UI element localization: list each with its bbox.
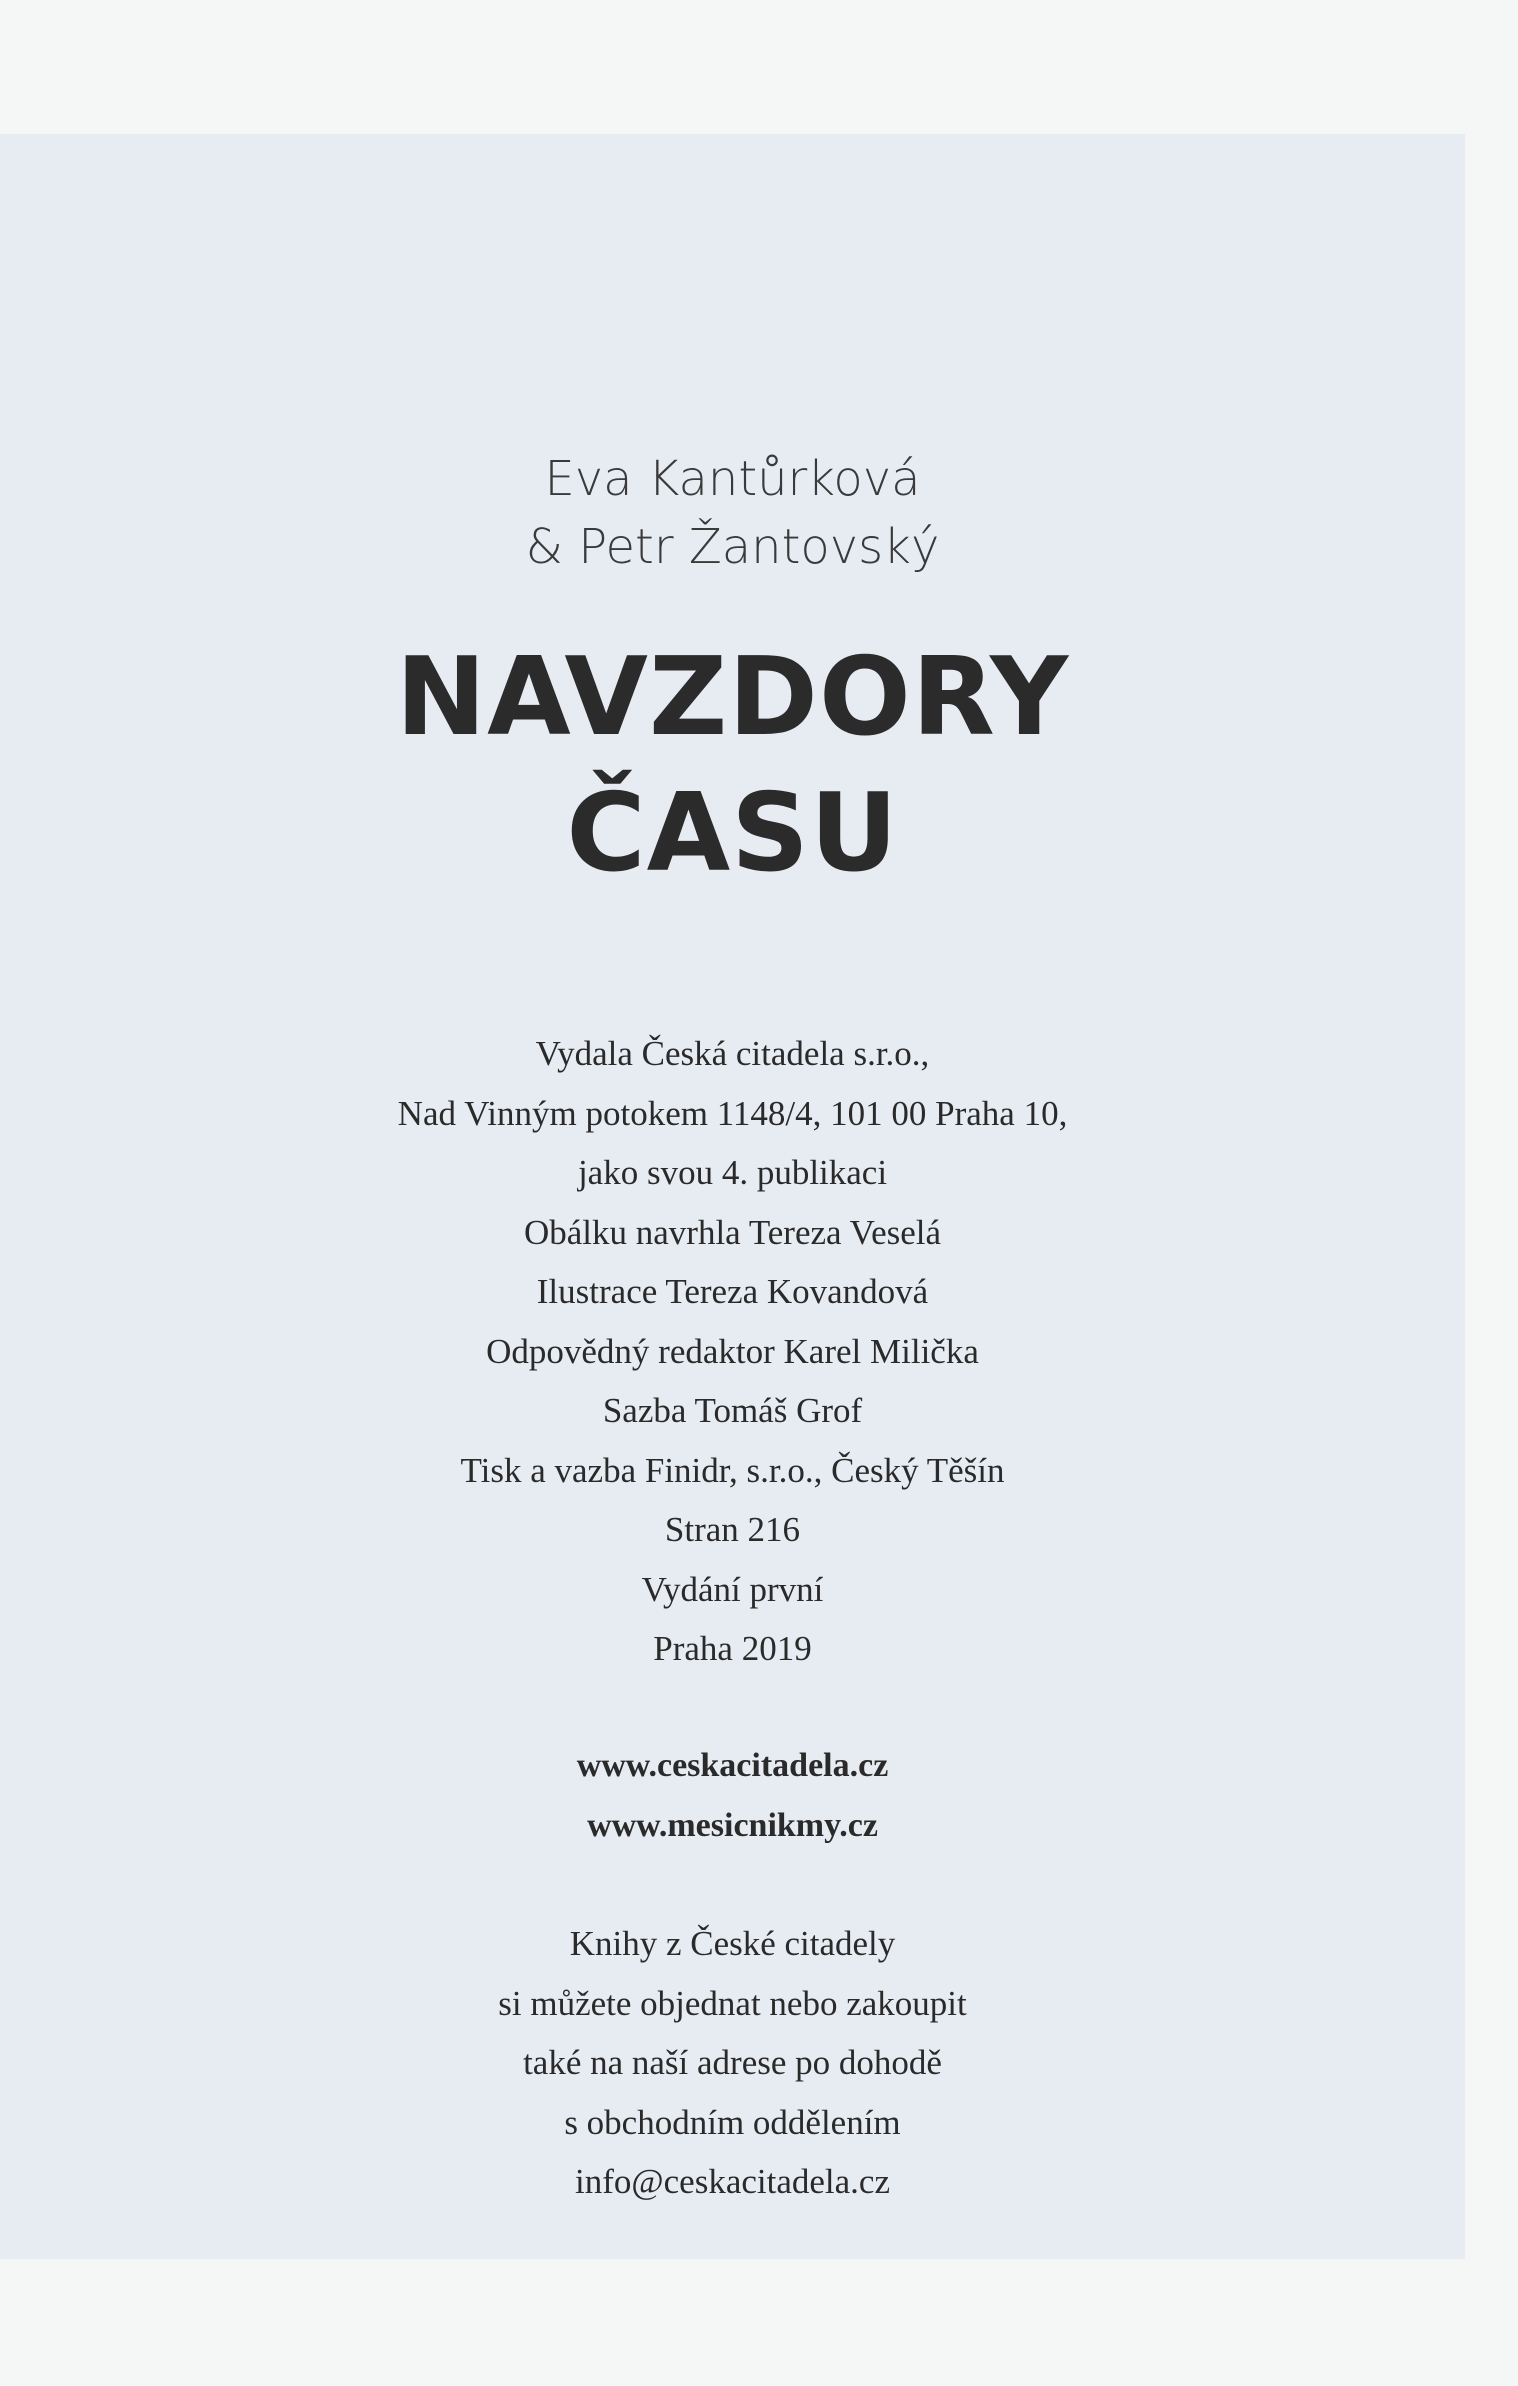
ordering-line: Knihy z České citadely <box>569 1924 896 1963</box>
imprint-line: Vydání první <box>641 1569 824 1609</box>
website-link: www.ceskacitadela.cz <box>576 1747 889 1784</box>
imprint-line: Sazba Tomáš Grof <box>602 1391 863 1430</box>
contact-email: info@ceskacitadela.cz <box>575 2162 890 2201</box>
ordering-line: také na naší adrese po dohodě <box>523 2043 942 2082</box>
imprint-line: Tisk a vazba Finidr, s.r.o., Český Těšín <box>460 1450 1005 1490</box>
website-link: www.mesicnikmy.cz <box>587 1807 878 1844</box>
authors-block <box>0 445 1465 581</box>
imprint-line: Vydala Česká citadela s.r.o., <box>535 1034 930 1073</box>
author-line: Eva Kantůrková <box>544 451 921 507</box>
imprint-line: Odpovědný redaktor Karel Milička <box>486 1331 979 1371</box>
ordering-line: s obchodním oddělením <box>564 2102 901 2142</box>
imprint-line: Ilustrace Tereza Kovandová <box>536 1272 929 1311</box>
imprint-line: Obálku navrhla Tereza Veselá <box>523 1212 942 1252</box>
author-line: & Petr Žantovský <box>525 519 940 575</box>
ordering-info-block <box>0 1914 1465 2212</box>
imprint-line: Stran 216 <box>664 1510 801 1549</box>
title-line: NAVZDORY <box>395 635 1070 760</box>
imprint-line: Nad Vinným potokem 1148/4, 101 00 Praha 10, <box>397 1093 1068 1133</box>
imprint-line: jako svou 4. publikaci <box>577 1153 888 1192</box>
ordering-line: si můžete objednat nebo zakoupit <box>498 1983 967 2023</box>
book-title <box>0 630 1465 902</box>
imprint-line: Praha 2019 <box>653 1629 812 1668</box>
websites-block <box>0 1736 1465 1856</box>
imprint-block <box>0 1024 1465 1679</box>
title-line: ČASU <box>566 771 899 896</box>
